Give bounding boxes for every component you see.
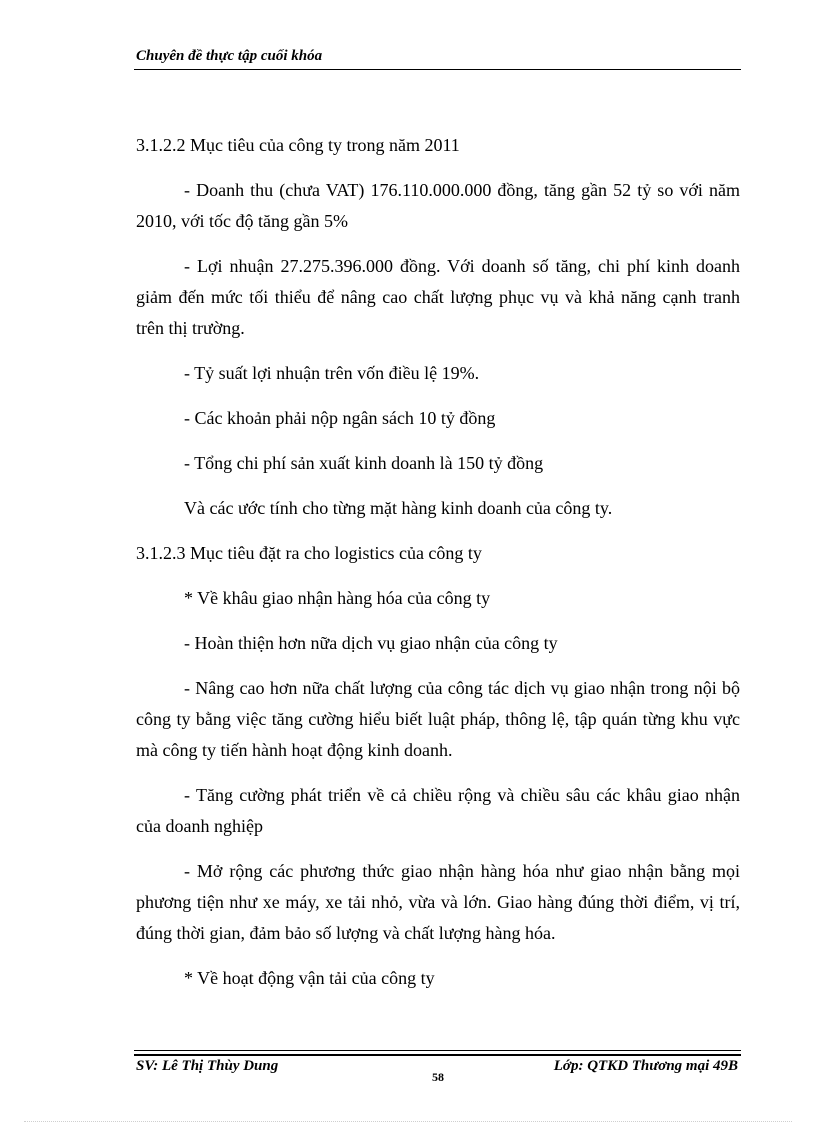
paragraph: - Lợi nhuận 27.275.396.000 đồng. Với doanh số tăng, chi phí kinh doanh giảm đến mức tối thiểu để nâng cao chất lượng phục vụ và khả năng cạnh tranh trên thị trường.	[136, 256, 740, 338]
paragraph: - Mở rộng các phương thức giao nhận hàng hóa như giao nhận bằng mọi phương tiện như xe máy, xe tải nhỏ, vừa và lớn. Giao hàng đúng thời điểm, vị trí, đúng thời gian, đảm bảo số lượng và chất lượng hàng hóa.	[136, 861, 740, 943]
page-number: 58	[432, 1070, 444, 1084]
paragraph: - Nâng cao hơn nữa chất lượng của công tác dịch vụ giao nhận trong nội bộ công ty bằng việc tăng cường hiểu biết luật pháp, thông lệ, tập quán từng khu vực mà công ty tiến hành hoạt động kinh doanh.	[136, 678, 740, 760]
paragraph: * Về khâu giao nhận hàng hóa của công ty	[184, 588, 491, 608]
paragraph: - Doanh thu (chưa VAT) 176.110.000.000 đồng, tăng gần 52 tỷ so với năm 2010, với tốc độ tăng gần 5%	[136, 180, 740, 231]
page-edge	[24, 1121, 792, 1122]
document-body	[136, 130, 740, 1008]
footer-student-name: SV: Lê Thị Thùy Dung	[136, 1058, 279, 1074]
paragraph: Và các ước tính cho từng mặt hàng kinh doanh của công ty.	[184, 498, 613, 518]
paragraph: - Tổng chi phí sản xuất kinh doanh là 150 tỷ đồng	[184, 453, 544, 473]
paragraph: - Tỷ suất lợi nhuận trên vốn điều lệ 19%.	[184, 363, 480, 383]
footer-rule	[134, 1054, 741, 1056]
paragraph: - Tăng cường phát triển về cả chiều rộng và chiều sâu các khâu giao nhận của doanh nghiệp	[136, 785, 740, 836]
section-heading: 3.1.2.2 Mục tiêu của công ty trong năm 2011	[136, 135, 460, 155]
paragraph: - Các khoản phải nộp ngân sách 10 tỷ đồng	[184, 408, 496, 428]
paragraph: - Hoàn thiện hơn nữa dịch vụ giao nhận của công ty	[184, 633, 558, 653]
footer-rule	[134, 1050, 741, 1051]
paragraph: * Về hoạt động vận tải của công ty	[184, 968, 435, 988]
footer-class: Lớp: QTKD Thương mại 49B	[553, 1058, 738, 1074]
section-heading: 3.1.2.3 Mục tiêu đặt ra cho logistics của công ty	[136, 543, 482, 563]
header-rule	[134, 69, 741, 70]
header-title: Chuyên đề thực tập cuối khóa	[136, 48, 323, 64]
